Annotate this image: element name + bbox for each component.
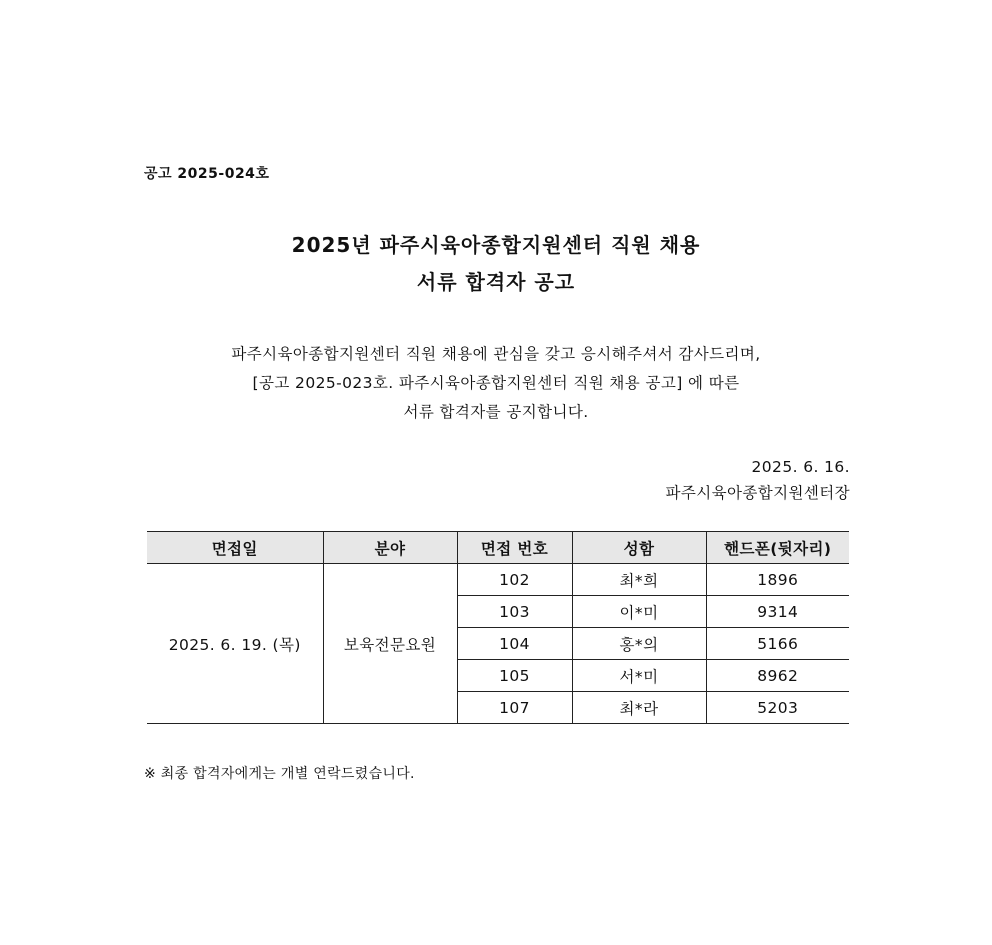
- phone-cell: 9314: [706, 596, 849, 628]
- footnote: ※ 최종 합격자에게는 개별 연락드렸습니다.: [144, 766, 415, 782]
- title-line-2: 서류 합격자 공고: [416, 270, 576, 294]
- body-line-1: 파주시육아종합지원센터 직원 채용에 관심을 갖고 응시해주셔서 감사드리며,: [231, 345, 761, 363]
- field-cell: 보육전문요원: [323, 564, 457, 724]
- interview-date-cell: 2025. 6. 19. (목): [147, 564, 323, 724]
- name-cell: 서*미: [572, 660, 706, 692]
- name-cell: 이*미: [572, 596, 706, 628]
- name-cell: 최*라: [572, 692, 706, 724]
- interview-number-cell: 105: [457, 660, 572, 692]
- header-field: 분야: [323, 532, 457, 564]
- notice-number: 공고 2025-024호: [144, 166, 270, 182]
- phone-cell: 8962: [706, 660, 849, 692]
- issuer: 파주시육아종합지원센터장: [665, 484, 850, 502]
- interview-number-cell: 104: [457, 628, 572, 660]
- interview-number-cell: 107: [457, 692, 572, 724]
- table-header-row: [147, 532, 849, 564]
- name-cell: 홍*의: [572, 628, 706, 660]
- results-table: [147, 531, 849, 724]
- header-name: 성함: [572, 532, 706, 564]
- phone-cell: 5166: [706, 628, 849, 660]
- title-line-1: 2025년 파주시육아종합지원센터 직원 채용: [291, 233, 701, 257]
- phone-cell: 1896: [706, 564, 849, 596]
- interview-number-cell: 103: [457, 596, 572, 628]
- header-interview-date: 면접일: [147, 532, 323, 564]
- table-row: [147, 564, 849, 596]
- body-line-2: [공고 2025-023호. 파주시육아종합지원센터 직원 채용 공고] 에 따른: [252, 374, 740, 392]
- body-line-3: 서류 합격자를 공지합니다.: [403, 403, 589, 421]
- interview-number-cell: 102: [457, 564, 572, 596]
- header-interview-number: 면접 번호: [457, 532, 572, 564]
- header-phone: 핸드폰(뒷자리): [706, 532, 849, 564]
- phone-cell: 5203: [706, 692, 849, 724]
- name-cell: 최*희: [572, 564, 706, 596]
- notice-date: 2025. 6. 16.: [751, 458, 850, 476]
